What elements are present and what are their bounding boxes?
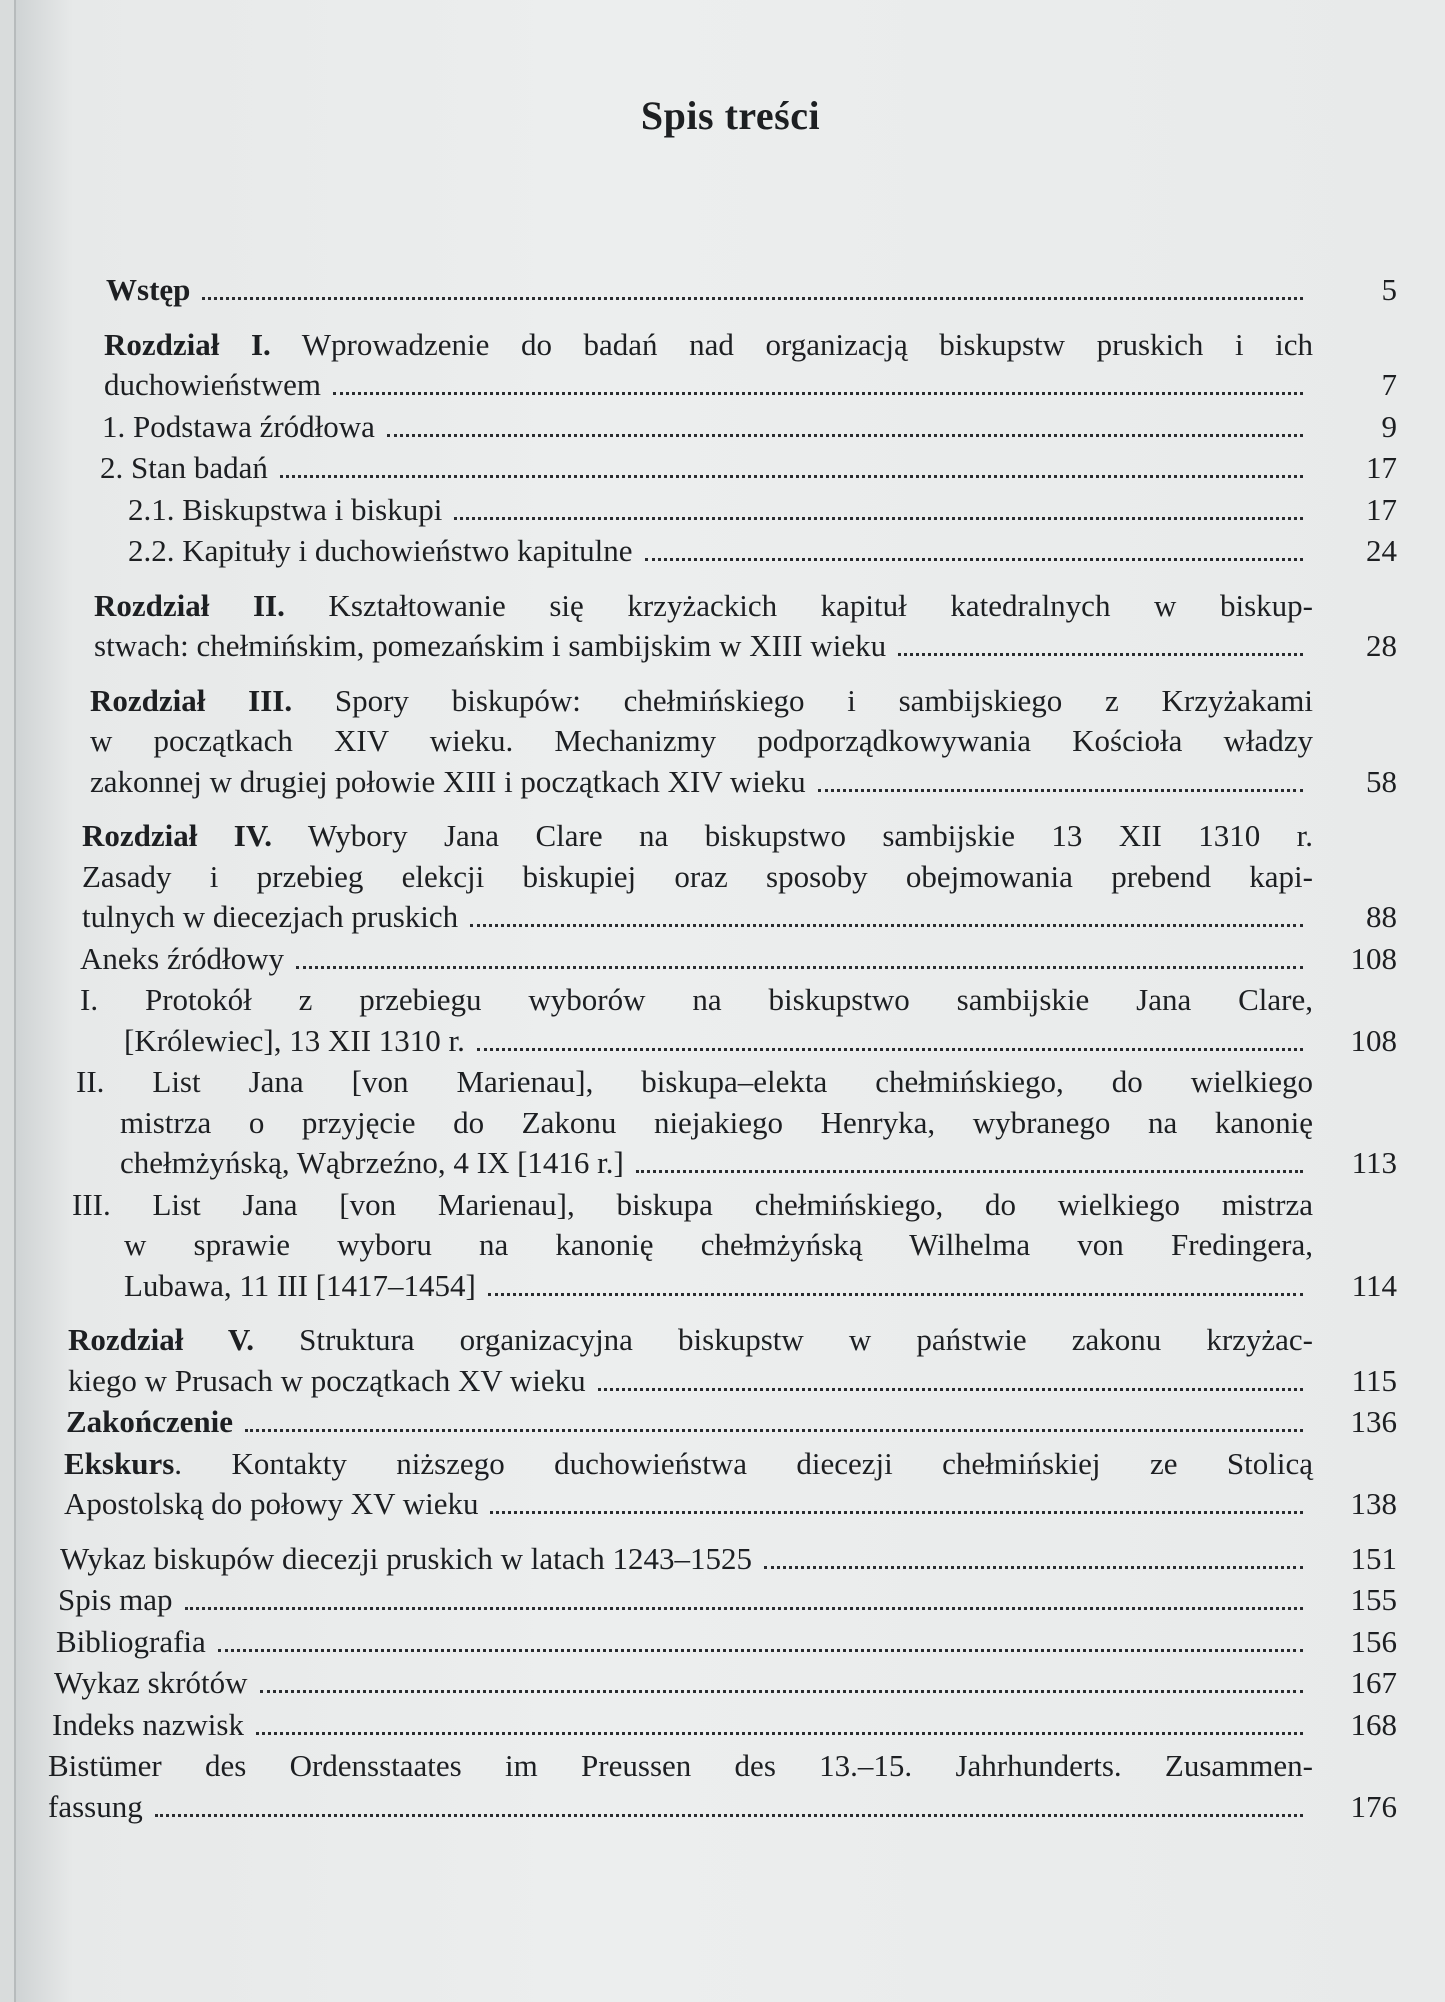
toc-entry-maps bbox=[42, 1580, 1397, 1621]
toc-entry-title: 1. Podstawa źródłowa bbox=[102, 408, 375, 444]
toc-entry-title: Kształtowanie się krzyżackich kapituł katedralnych w biskup- bbox=[284, 587, 1313, 623]
toc-entry-title: Struktura organizacyjna biskupstw w państwie zakonu krzyżac- bbox=[254, 1322, 1313, 1357]
toc-entry-summary bbox=[42, 1746, 1397, 1827]
toc-entry-subsection bbox=[42, 490, 1397, 531]
toc-entry-excursus bbox=[42, 1444, 1397, 1525]
toc-entry-title: Bibliografia bbox=[56, 1623, 206, 1659]
toc-entry-chapter-3 bbox=[42, 681, 1397, 803]
toc-entry-title: Wprowadzenie do badań nad organizacją biskupstw pruskich i ich bbox=[270, 326, 1314, 362]
toc-page-number: 17 bbox=[1366, 450, 1397, 485]
dot-leader bbox=[387, 434, 1303, 437]
toc-entry-title: 2.1. Biskupstwa i biskupi bbox=[128, 491, 443, 527]
dot-leader bbox=[470, 924, 1303, 927]
dot-leader bbox=[256, 1732, 1303, 1735]
dot-leader bbox=[898, 653, 1303, 656]
dot-leader bbox=[645, 558, 1303, 561]
dot-leader bbox=[764, 1566, 1303, 1569]
toc-entry-title-end: zakonnej w drugiej połowie XIII i początkach XIV wieku bbox=[90, 763, 806, 799]
toc-entry-appendix bbox=[42, 939, 1397, 980]
toc-entry-lead: Rozdział V. bbox=[68, 1322, 255, 1357]
toc-page-number: 115 bbox=[1351, 1362, 1397, 1398]
dot-leader bbox=[260, 1690, 1303, 1693]
toc-page-number: 167 bbox=[1350, 1665, 1397, 1700]
toc-entry-title: . Kontakty niższego duchowieństwa diecezji chełmińskiej ze Stolicą bbox=[174, 1445, 1313, 1481]
toc-entry-title: Wykaz biskupów diecezji pruskich w latach 1243–1525 bbox=[60, 1540, 753, 1576]
toc-page-number: 176 bbox=[1350, 1788, 1397, 1824]
toc-page-number: 136 bbox=[1350, 1404, 1397, 1439]
toc-page-number: 138 bbox=[1350, 1486, 1397, 1521]
toc-page-number: 5 bbox=[1381, 272, 1397, 307]
toc-entry-title-end: kiego w Prusach w początkach XV wieku bbox=[68, 1362, 586, 1398]
dot-leader bbox=[202, 297, 1303, 300]
toc-page-number: 108 bbox=[1350, 1022, 1397, 1058]
toc-entry-title: 2.2. Kapituły i duchowieństwo kapitulne bbox=[128, 533, 633, 568]
toc-entry-title: 2. Stan badań bbox=[100, 450, 268, 485]
dot-leader bbox=[454, 517, 1303, 520]
toc-entry-lead: Rozdział II. bbox=[94, 587, 285, 623]
dot-leader bbox=[185, 1607, 1303, 1610]
toc-page-number: 151 bbox=[1350, 1540, 1397, 1576]
dot-leader bbox=[155, 1814, 1303, 1817]
toc-entry-title: Indeks nazwisk bbox=[52, 1706, 244, 1742]
toc-page-number: 17 bbox=[1366, 491, 1397, 527]
page-title: Spis treści bbox=[640, 93, 821, 138]
toc-entry-chapter-4 bbox=[42, 816, 1397, 938]
dot-leader bbox=[818, 789, 1303, 792]
dot-leader bbox=[218, 1649, 1303, 1652]
toc-entry-lead: Rozdział III. bbox=[90, 682, 293, 718]
toc-entry-source-3 bbox=[42, 1185, 1397, 1307]
toc-entry-section bbox=[42, 407, 1397, 448]
toc-entry-title: II. List Jana [von Marienau], biskupa–elekta chełmińskiego, do wielkiego bbox=[76, 1064, 1313, 1099]
toc-entry-lead: Wstęp bbox=[106, 272, 191, 307]
toc-entry-title-cont: mistrza o przyjęcie do Zakonu niejakiego Henryka, wybranego na kanonię bbox=[120, 1104, 1313, 1140]
toc-page-number: 58 bbox=[1366, 763, 1397, 799]
toc-page-number: 9 bbox=[1381, 408, 1397, 444]
toc-entry-title-cont: w sprawie wyboru na kanonię chełmżyńską Wilhelma von Fredingera, bbox=[124, 1227, 1313, 1262]
toc-entry-wstep bbox=[42, 270, 1397, 311]
toc-entry-title-end: chełmżyńską, Wąbrzeźno, 4 IX [1416 r.] bbox=[120, 1145, 624, 1180]
toc-entry-chapter-1 bbox=[42, 325, 1397, 406]
toc-entry-source-1 bbox=[42, 980, 1397, 1061]
toc-entry-lead: Zakończenie bbox=[66, 1404, 234, 1439]
toc-page-number: 155 bbox=[1350, 1582, 1397, 1617]
toc-page-number: 108 bbox=[1350, 940, 1397, 976]
dot-leader bbox=[477, 1048, 1303, 1051]
table-of-contents bbox=[42, 270, 1397, 1828]
toc-entry-section bbox=[42, 448, 1397, 489]
toc-entry-title: I. Protokół z przebiegu wyborów na biskupstwo sambijskie Jana Clare, bbox=[80, 982, 1313, 1017]
dot-leader bbox=[598, 1388, 1303, 1391]
toc-page-number: 28 bbox=[1366, 628, 1397, 663]
toc-page-number: 88 bbox=[1366, 899, 1397, 934]
toc-entry-title-cont: Zasady i przebieg elekcji biskupiej oraz sposoby obejmowania prebend kapi- bbox=[82, 858, 1313, 894]
toc-entry-bishops-list bbox=[42, 1539, 1397, 1580]
toc-entry-chapter-5 bbox=[42, 1320, 1397, 1401]
toc-entry-title: Spis map bbox=[58, 1582, 173, 1617]
toc-page-number: 114 bbox=[1351, 1267, 1397, 1303]
toc-entry-title: Wykaz skrótów bbox=[54, 1665, 248, 1700]
dot-leader bbox=[490, 1511, 1303, 1514]
toc-page-number: 24 bbox=[1366, 533, 1397, 568]
toc-entry-lead: Ekskurs bbox=[64, 1445, 175, 1481]
toc-page-number: 168 bbox=[1350, 1706, 1397, 1742]
toc-entry-abbreviations bbox=[42, 1663, 1397, 1704]
toc-entry-title-cont: w początkach XIV wieku. Mechanizmy podporządkowywania Kościoła władzy bbox=[90, 723, 1313, 758]
toc-entry-title: Bistümer des Ordensstaates im Preussen des 13.–15. Jahrhunderts. Zusammen- bbox=[48, 1748, 1313, 1783]
dot-leader bbox=[280, 475, 1303, 478]
toc-entry-title-end: fassung bbox=[48, 1788, 143, 1824]
toc-entry-index bbox=[42, 1705, 1397, 1746]
toc-entry-conclusion bbox=[42, 1402, 1397, 1443]
toc-page-number: 7 bbox=[1381, 367, 1397, 402]
toc-entry-title-end: [Królewiec], 13 XII 1310 r. bbox=[124, 1022, 465, 1058]
dot-leader bbox=[245, 1429, 1303, 1432]
toc-page-number: 113 bbox=[1351, 1145, 1397, 1180]
toc-entry-title: Wybory Jana Clare na biskupstwo sambijskie 13 XII 1310 r. bbox=[272, 818, 1314, 853]
toc-entry-title: III. List Jana [von Marienau], biskupa chełmińskiego, do wielkiego mistrza bbox=[72, 1186, 1313, 1222]
dot-leader bbox=[636, 1170, 1303, 1173]
toc-entry-title-end: Lubawa, 11 III [1417–1454] bbox=[124, 1267, 476, 1303]
toc-entry-bibliography bbox=[42, 1622, 1397, 1663]
toc-entry-chapter-2 bbox=[42, 586, 1397, 667]
toc-entry-title: Aneks źródłowy bbox=[80, 940, 285, 976]
dot-leader bbox=[296, 966, 1303, 969]
book-page bbox=[14, 0, 1445, 2002]
toc-entry-subsection bbox=[42, 531, 1397, 572]
toc-entry-source-2 bbox=[42, 1062, 1397, 1184]
dot-leader bbox=[333, 392, 1303, 395]
toc-entry-title: Spory biskupów: chełmińskiego i sambijskiego z Krzyżakami bbox=[292, 682, 1313, 718]
toc-entry-title-end: Apostolską do połowy XV wieku bbox=[64, 1486, 479, 1521]
toc-entry-title-end: duchowieństwem bbox=[104, 367, 321, 402]
toc-page-number: 156 bbox=[1350, 1623, 1397, 1659]
toc-entry-title-end: tulnych w diecezjach pruskich bbox=[82, 899, 459, 934]
toc-entry-lead: Rozdział I. bbox=[104, 326, 271, 362]
dot-leader bbox=[488, 1293, 1303, 1296]
toc-entry-lead: Rozdział IV. bbox=[82, 818, 272, 853]
toc-entry-title-end: stwach: chełmińskim, pomezańskim i sambijskim w XIII wieku bbox=[94, 628, 887, 663]
